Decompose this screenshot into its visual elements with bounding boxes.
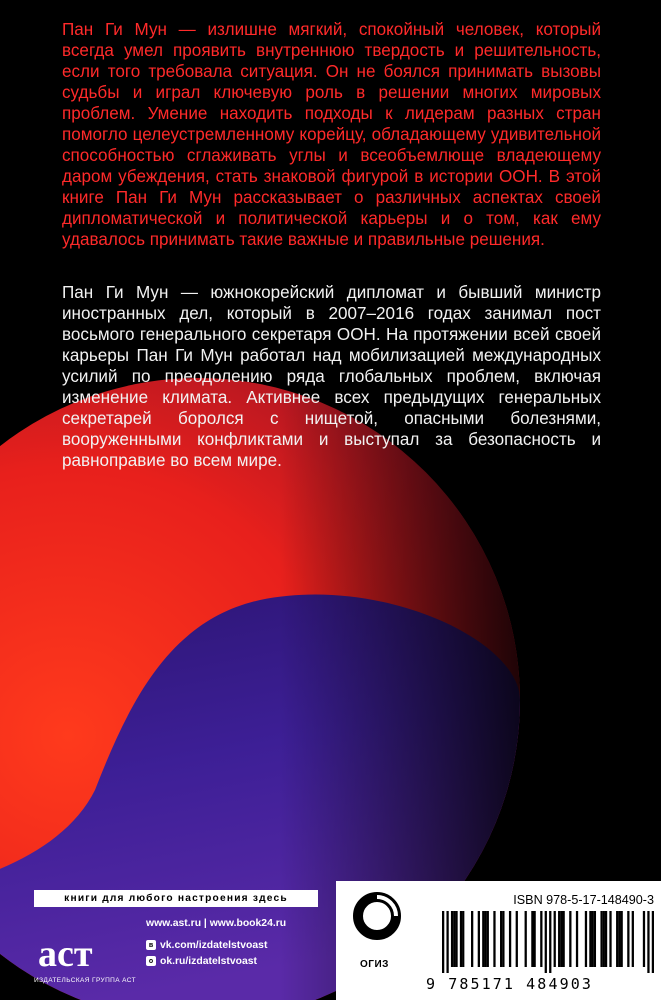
vk-link[interactable] xyxy=(146,938,267,952)
barcode-bar xyxy=(563,911,565,967)
barcode-bar xyxy=(482,911,484,967)
barcode-bar xyxy=(558,911,560,967)
barcode-bars xyxy=(426,911,654,973)
barcode-bar xyxy=(442,911,444,973)
barcode-bar xyxy=(609,911,611,967)
barcode-bar xyxy=(549,911,551,973)
barcode-bar xyxy=(487,911,489,967)
barcode-bar xyxy=(600,911,602,967)
barcode-bar xyxy=(603,911,605,967)
barcode-bar xyxy=(500,911,502,967)
barcode-bar xyxy=(460,911,462,967)
barcode-bar xyxy=(616,911,618,967)
barcode-bar xyxy=(451,911,453,967)
annotation-paragraph: Пан Ги Мун — излишне мягкий, спокойный человек, который всегда умел проявить внутреннюю твердость и решительность, если того требовала ситуация. Он не боялся принимать вызовы судьбы и играл ключевую роль в решении многих мировых проблем. Умение находить подходы к лидерам разных стран помогло целеустремленному корейцу, обладающему удивительной способностью сглаживать углы и всеобъемлюще владеющему даром убеждения, стать знаковой фигурой в истории ООН. В этой книге Пан Ги Мун рассказывает о различных аспектах своей дипломатической и политической карьеры и о том, как ему удавалось принимать такие важные и правильные решения. xyxy=(62,20,601,249)
barcode-bar xyxy=(516,911,518,967)
ok-link[interactable] xyxy=(146,954,257,968)
barcode-bar xyxy=(569,911,571,967)
barcode-digits: 9 785171 484903 xyxy=(426,975,593,993)
barcode-bar xyxy=(493,911,495,967)
author-bio-paragraph: Пан Ги Мун — южнокорейский дипломат и бывший министр иностранных дел, который в 2007–2016 годах занимал пост восьмого генерального секретаря ООН. На протяжении всей своей карьеры Пан Ги Мун работал над мобилизацией международных усилий по преодолению ряда глобальных проблем, включая изменение климата. Активнее всех предыдущих генеральных секретарей боролся с нищетой, опасными болезнями, вооруженными конфликтами и выступал за безопасность и равноправие во всем мире. xyxy=(62,283,601,470)
barcode-bar xyxy=(471,911,473,967)
barcode-bar xyxy=(627,911,629,967)
isbn-number: ISBN 978-5-17-148490-3 xyxy=(513,893,654,907)
barcode-bar xyxy=(594,911,596,967)
ast-logo-icon xyxy=(34,928,130,974)
barcode-bar xyxy=(484,911,486,967)
barcode-bar xyxy=(453,911,455,967)
barcode-bar xyxy=(592,911,594,967)
barcode-bar xyxy=(545,911,547,973)
barcode-bar xyxy=(525,911,527,967)
ast-logo-caption: ИЗДАТЕЛЬСКАЯ ГРУППА АСТ xyxy=(34,977,137,984)
barcode-bar xyxy=(509,911,511,967)
vk-icon: в xyxy=(146,940,156,950)
barcode-bar xyxy=(531,911,533,967)
barcode-bar xyxy=(621,911,623,967)
svg-text:аст: аст xyxy=(38,933,93,974)
barcode-bar xyxy=(576,911,578,967)
barcode-bar xyxy=(589,911,591,967)
barcode-bar xyxy=(554,911,556,967)
barcode-bar xyxy=(643,911,645,967)
barcode-bar xyxy=(647,911,649,973)
website-links[interactable]: www.ast.ru | www.book24.ru xyxy=(146,918,287,929)
ok-link-text: ok.ru/izdatelstvoast xyxy=(160,955,258,967)
barcode-bar xyxy=(446,911,448,973)
barcode-bar xyxy=(478,911,480,967)
barcode-bar xyxy=(652,911,654,973)
barcode-bar xyxy=(618,911,620,967)
barcode-bar xyxy=(585,911,587,967)
barcode-bar xyxy=(560,911,562,967)
barcode-bar xyxy=(502,911,504,967)
barcode-bar xyxy=(462,911,464,967)
ok-icon: о xyxy=(146,956,156,966)
barcode-bar xyxy=(455,911,457,967)
publisher-tagline: книги для любого настроения здесь xyxy=(34,890,318,907)
imprint-name: ОГИЗ xyxy=(360,959,389,970)
ogiz-ring-icon xyxy=(352,891,402,941)
barcode-bar xyxy=(540,911,542,967)
barcode-bar xyxy=(533,911,535,967)
barcode-panel xyxy=(336,881,661,1000)
barcode-bar xyxy=(632,911,634,967)
barcode-bar xyxy=(605,911,607,967)
vk-link-text: vk.com/izdatelstvoast xyxy=(160,939,268,951)
publisher-block xyxy=(34,910,318,990)
